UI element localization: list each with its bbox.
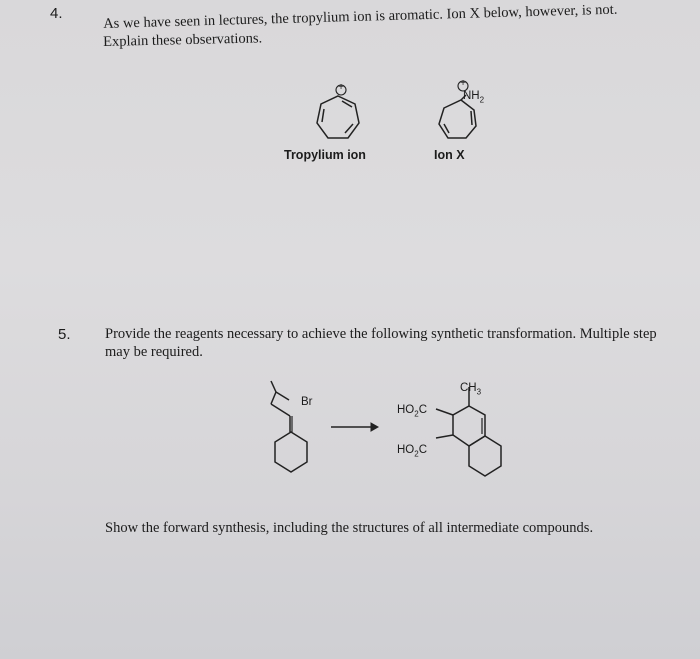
- tropylium-charge: +: [338, 82, 344, 93]
- question-4-text-line-2: Explain these observations.: [103, 30, 263, 50]
- carboxylic-acid-label-2: $HO_2C$: [397, 444, 428, 459]
- question-4-text-line-1: As we have seen in lectures, the tropylium ion is aromatic. Ion X below, however, is not.: [103, 1, 618, 32]
- question-4-number: 4.: [50, 5, 63, 22]
- methyl-label: $CH_3$: [460, 382, 482, 397]
- reaction-arrow: [329, 418, 389, 438]
- ion-x-nh2-label: $NH_2$: [463, 90, 485, 105]
- ion-x-label: Ion X: [434, 148, 465, 162]
- tropylium-label: Tropylium ion: [284, 148, 366, 162]
- question-5-instruction: Show the forward synthesis, including the structures of all intermediate compounds.: [105, 520, 594, 536]
- question-5-text-line-1: Provide the reagents necessary to achieve the following synthetic transformation. Multiple step: [105, 326, 657, 342]
- question-5-number: 5.: [58, 326, 71, 343]
- ion-x-charge: +: [460, 78, 466, 89]
- carboxylic-acid-label-1: $HO_2C$: [397, 404, 428, 419]
- bromine-label: Br: [301, 396, 313, 408]
- question-5-text-line-2: may be required.: [105, 344, 203, 360]
- product-structure: [415, 380, 555, 490]
